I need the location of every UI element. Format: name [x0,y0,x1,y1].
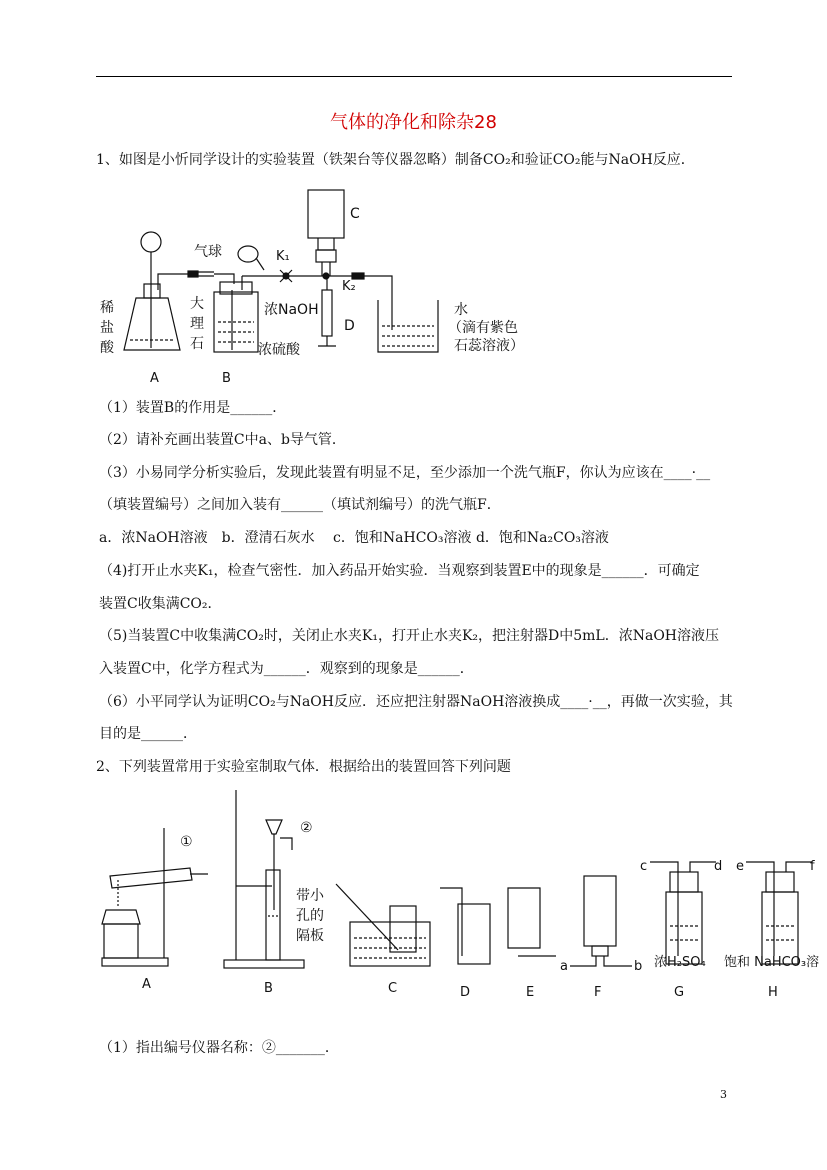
label-circle-2: ② [300,820,313,836]
label-qiqiu: 气球 [194,244,222,260]
label-g-reagent: 浓H₂SO₄ [654,955,706,970]
label-apparatus-b: B [222,371,231,386]
label-port-a: a [560,959,568,974]
q1-part5b: 入装置C中，化学方程式为______．观察到的现象是______． [99,661,474,677]
label-h-reagent: 饱和 NaHCO₃溶 [724,955,820,970]
label-k1: K₁ [276,249,290,264]
label-geban: 隔板 [296,928,324,944]
q1-part4b: 装置C收集满CO₂． [99,596,222,612]
q1-apparatus-figure [96,180,536,390]
q1-part4a: （4)打开止水夹K₁，检查气密性．加入药品开始实验．当观察到装置E中的现象是______．可确定 [99,563,700,579]
label-kong: 孔的 [296,908,324,924]
q1-part5a: （5)当装置C中收集满CO₂时，关闭止水夹K₁，打开止水夹K₂，把注射器D中5mL．浓NaOH溶液压 [99,628,720,644]
page-title: 气体的净化和除杂28 [330,112,497,133]
q2-intro: 2、下列装置常用于实验室制取气体．根据给出的装置回答下列问题 [96,759,511,775]
q1-part6b: 目的是______． [99,726,197,742]
label-apparatus-F: F [594,985,602,1000]
label-dai: 带小 [296,888,324,904]
label-da: 大 [190,296,204,312]
label-d: D [344,318,355,334]
q1-part3a: （3）小易同学分析实验后，发现此装置有明显不足，至少添加一个洗气瓶F，你认为应该在____·__ [99,465,711,481]
label-shui3: 石蕊溶液） [454,338,524,354]
label-apparatus-D: D [460,985,471,1000]
label-xi: 稀 [100,300,114,316]
label-suan: 酸 [100,340,114,356]
q1-part2: （2）请补充画出装置C中a、b导气管． [99,432,346,448]
q1-part6a: （6）小平同学认为证明CO₂与NaOH反应．还应把注射器NaOH溶液换成____·__，再做一次实验，其 [99,694,733,710]
page-number: 3 [720,1088,727,1101]
label-apparatus-G: G [674,985,685,1000]
label-shi: 石 [190,336,204,352]
q1-part3b: （填装置编号）之间加入装有______（填试剂编号）的洗气瓶F． [99,497,501,513]
label-apparatus-a: A [150,371,159,386]
label-circle-1: ① [180,834,193,850]
label-nongliusuan: 浓硫酸 [258,342,300,358]
q1-options: a．浓NaOH溶液 b．澄清石灰水 c．饱和NaHCO₃溶液 d．饱和Na₂CO₃溶液 [99,530,609,546]
q2-part1: （1）指出编号仪器名称：②_______． [99,1040,339,1056]
label-port-e: e [736,859,744,874]
header-rule [96,76,732,77]
label-nongnaoh: 浓NaOH [264,302,319,318]
label-port-b: b [634,959,643,974]
q2-apparatus-figure [96,780,826,1010]
label-apparatus-H: H [768,985,778,1000]
label-k2: K₂ [342,279,356,294]
label-shui1: 水 [454,302,468,318]
label-apparatus-E: E [526,985,535,1000]
label-port-c: c [640,859,648,874]
label-c: C [350,206,360,222]
label-yan: 盐 [100,320,114,336]
label-apparatus-C: C [388,981,398,996]
label-port-d: d [714,859,723,874]
q1-part1: （1）装置B的作用是______． [99,400,287,416]
q1-intro: 1、如图是小忻同学设计的实验装置（铁架台等仪器忽略）制备CO₂和验证CO₂能与NaOH反应． [96,152,695,168]
label-shui2: （滴有紫色 [448,320,518,336]
label-apparatus-B: B [264,981,273,996]
label-port-f: f [810,859,815,874]
label-apparatus-A: A [142,977,151,992]
label-li: 理 [190,316,204,332]
